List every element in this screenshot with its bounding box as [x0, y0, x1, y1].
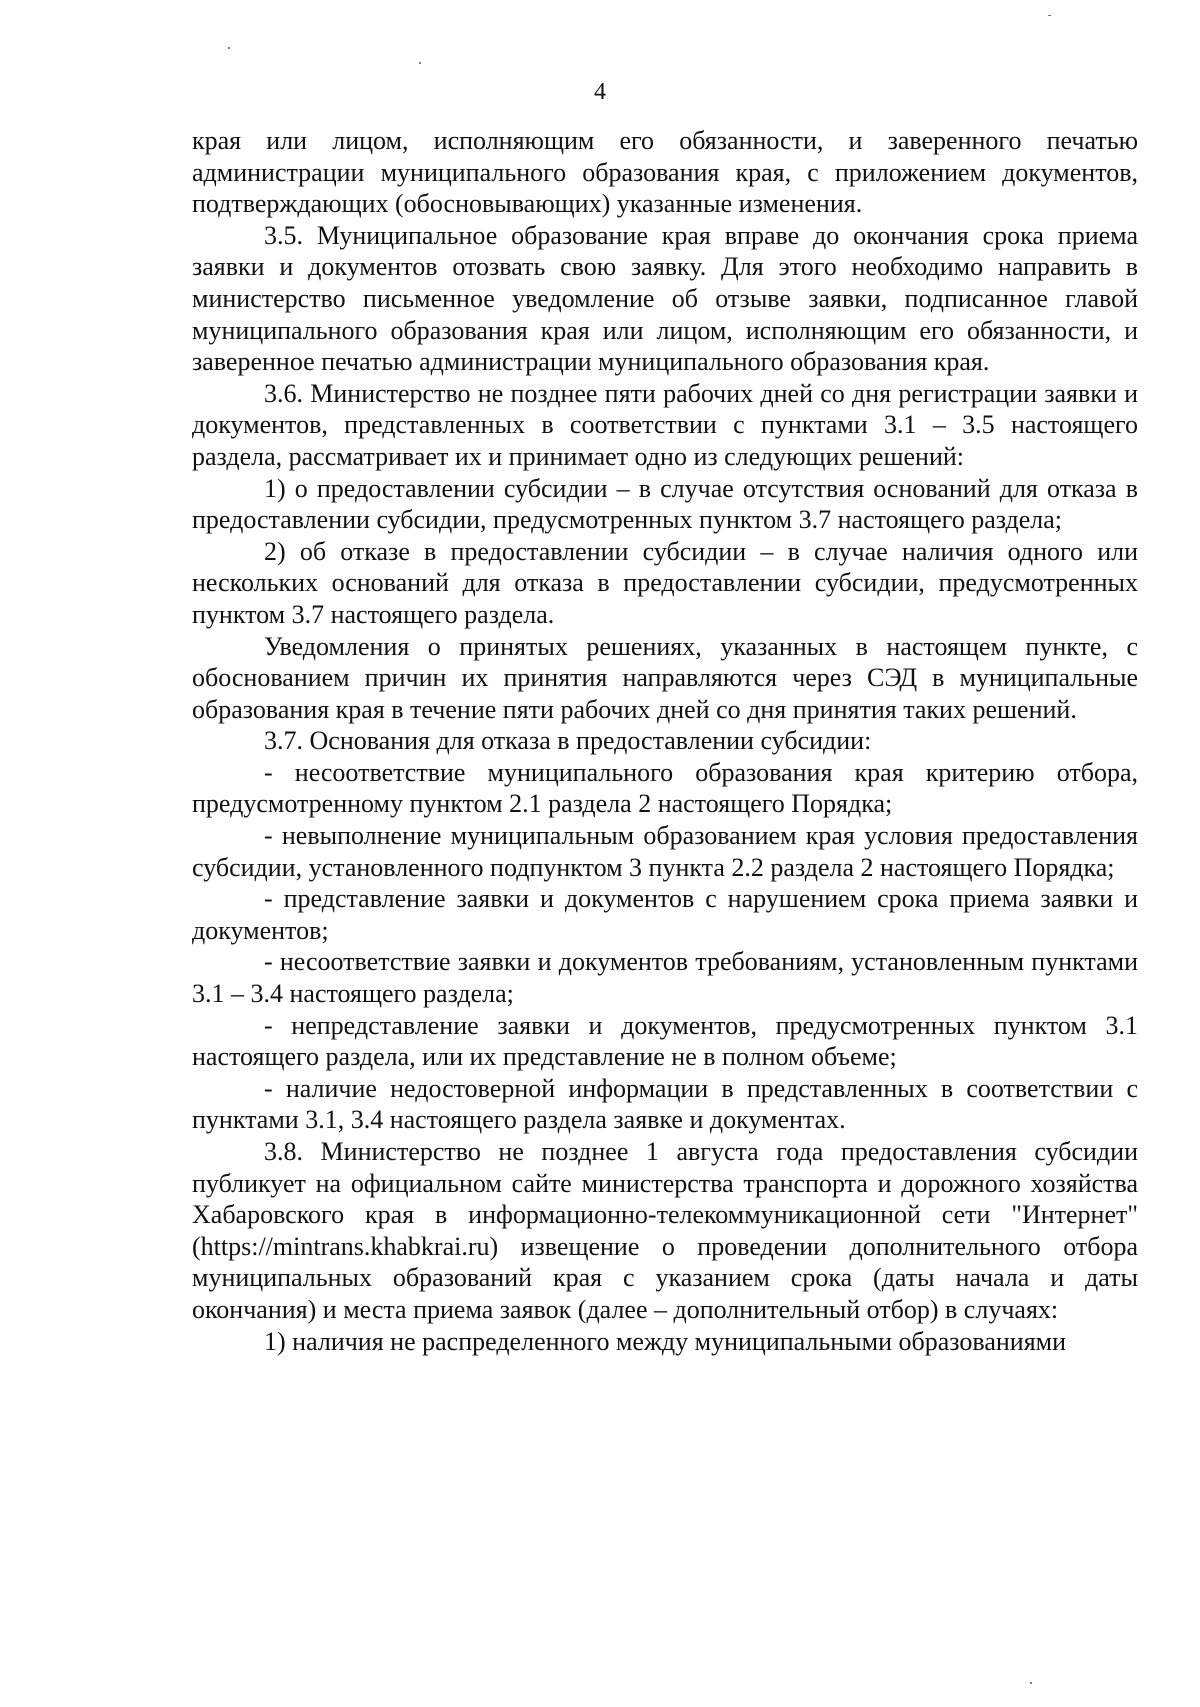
paragraph-3-6-item-1: 1) о предоставлении субсидии – в случае отсутствия оснований для отказа в предоставлении субсидии, предусмотренных пунктом 3.7 настоящего раздела; — [192, 473, 1138, 535]
paragraph-3-7-ground-2: - невыполнение муниципальным образованием края условия предоставления субсидии, установленного подпунктом 3 пункта 2.2 раздела 2 настоящего Порядка; — [192, 821, 1138, 882]
paragraph-3-7: 3.7. Основания для отказа в предоставлении субсидии: — [264, 726, 872, 756]
paragraph-3-7-ground-3: - представление заявки и документов с нарушением срока приема заявки и документов; — [192, 884, 1138, 945]
scan-speck — [228, 47, 230, 49]
paragraph-3-7-ground-6: - наличие недостоверной информации в представленных в соответствии с пунктами 3.1, 3.4 настоящего раздела заявке и документах. — [192, 1073, 1138, 1135]
scan-speck — [1048, 15, 1051, 16]
paragraph-3-8: 3.8. Министерство не позднее 1 августа года предоставления субсидии публикует на официальном сайте министерства транспорта и дорожного хозяйства Хабаровского края в информационно-телекоммуникационной сети "Интернет" (https://mintrans.khabkrai.ru) извещение о проведении дополнительного отбора муниципальных образований края с указанием срока (даты начала и даты окончания) и места приема заявок (далее – дополнительный отбор) в случаях: — [192, 1137, 1138, 1324]
scan-speck — [419, 62, 421, 64]
scan-speck — [1030, 1682, 1032, 1684]
paragraph-continuation: края или лицом, исполняющим его обязанности, и заверенного печатью администрации муниципального образования края, с приложением документов, подтверждающих (обосновывающих) указанные изменения. — [192, 126, 1138, 219]
paragraph-3-7-ground-5: - непредставление заявки и документов, предусмотренных пунктом 3.1 настоящего раздела, или их представление не в полном объеме; — [192, 1010, 1138, 1072]
paragraph-3-6: 3.6. Министерство не позднее пяти рабочих дней со дня регистрации заявки и документов, представленных в соответствии с пунктами 3.1 – 3.5 настоящего раздела, рассматривает их и принимает одно из следующих решений: — [192, 378, 1138, 471]
document-body — [192, 125, 1138, 1357]
paragraph-3-7-ground-1: - несоответствие муниципального образования края критерию отбора, предусмотренному пунктом 2.1 раздела 2 настоящего Порядка; — [192, 757, 1138, 819]
paragraph-3-5: 3.5. Муниципальное образование края вправе до окончания срока приема заявки и документов отозвать свою заявку. Для этого необходимо направить в министерство письменное уведомление об отзыве заявки, подписанное главой муниципального образования края или лицом, исполняющим его обязанности, и заверенное печатью администрации муниципального образования края. — [192, 220, 1138, 377]
paragraph-3-6-item-2: 2) об отказе в предоставлении субсидии – в случае наличия одного или нескольких оснований для отказа в предоставлении субсидии, предусмотренных пунктом 3.7 настоящего раздела. — [192, 536, 1138, 629]
page-number: 4 — [594, 79, 606, 105]
paragraph-notifications: Уведомления о принятых решениях, указанных в настоящем пункте, с обоснованием причин их принятия направляются через СЭД в муниципальные образования края в течение пяти рабочих дней со дня принятия таких решений. — [192, 631, 1138, 724]
paragraph-3-7-ground-4: - несоответствие заявки и документов требованиям, установленным пунктами 3.1 – 3.4 настоящего раздела; — [192, 947, 1138, 1009]
paragraph-3-8-item-1: 1) наличия не распределенного между муниципальными образованиями — [264, 1326, 1067, 1356]
